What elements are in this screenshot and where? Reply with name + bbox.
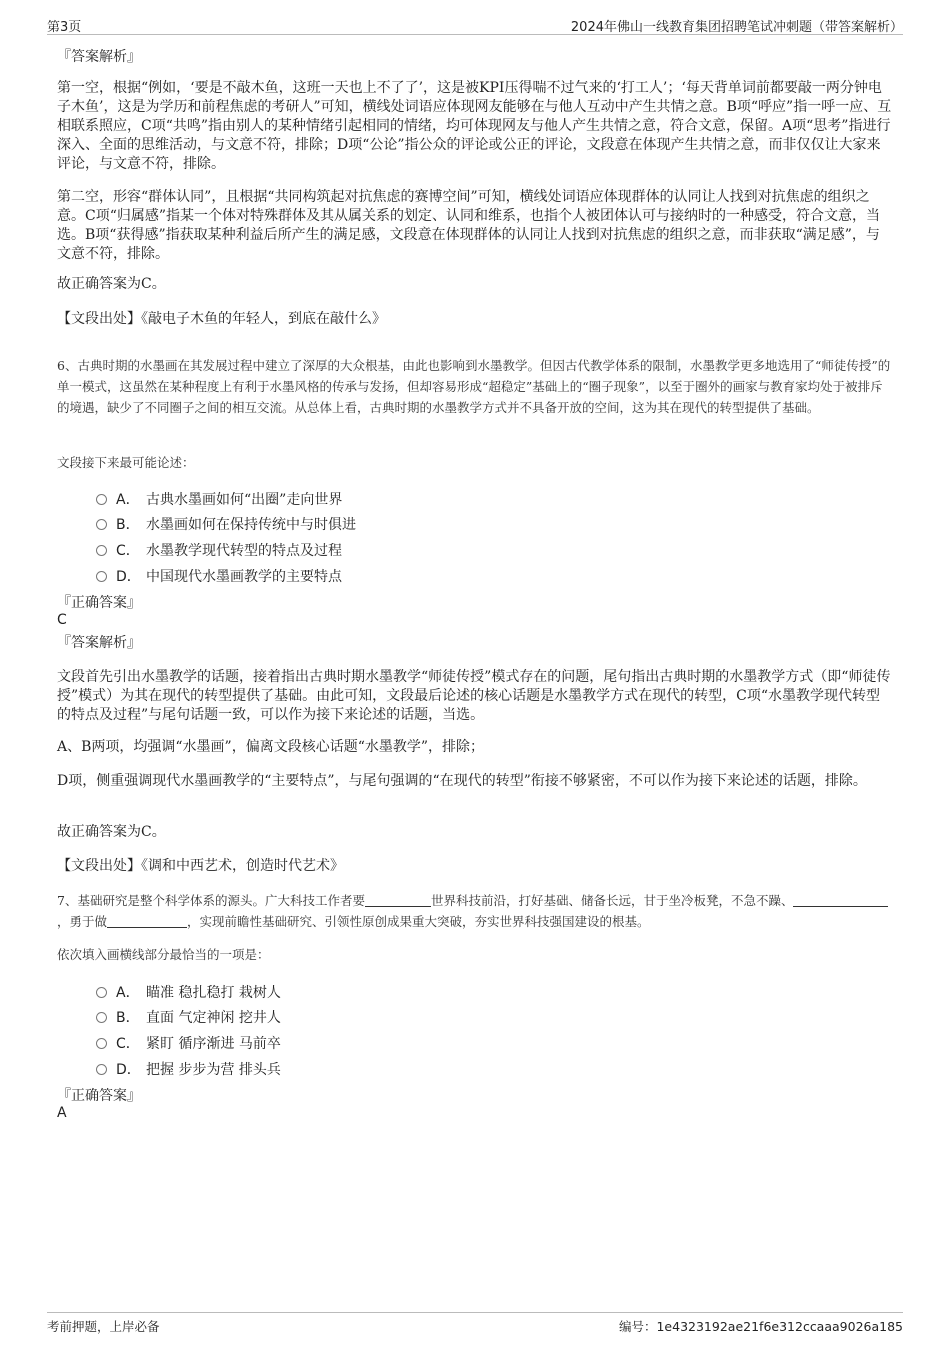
footer-slogan: 考前押题，上岸必备 (47, 1319, 160, 1334)
blank-2 (793, 893, 888, 907)
q5-analysis-label: 『答案解析』 (57, 49, 141, 65)
page-header (47, 14, 903, 35)
q5-analysis-para1: 第一空，根据“例如，‘要是不敲木鱼，这班一天也上不了了’，这是被KPI压得喘不过气来的‘打工人’；‘每天背单词前都要敲一两分钟电子木鱼’，这是为学历和前程焦虑的考研人”可知，横线处词语应体现网友能够在与他人互动中产生共情之意。B项“呼应”指一呼一应、互相联系照应，C项“共鸣”指由别人的某种情绪引起相同的情绪，均可体现网友与他人产生共情之意，符合文意，保留。A项“思考”指进行深入、全面的思维活动，与文意不符，排除；D项“公论”指公众的评论或公正的评论，文段意在体现产生共情之意，而非仅仅让大家来评论，与文意不符，排除。 (57, 80, 892, 172)
radio-icon[interactable] (96, 571, 107, 582)
radio-icon[interactable] (96, 1064, 107, 1075)
q6-analysis-label: 『答案解析』 (57, 635, 141, 651)
q6-prompt: 文段接下来最可能论述： (57, 455, 195, 470)
radio-icon[interactable] (96, 545, 107, 556)
q7-correct-label: 『正确答案』 (57, 1088, 141, 1104)
radio-icon[interactable] (96, 1012, 107, 1023)
q7-answer: A (57, 1105, 67, 1121)
q7-option-d[interactable]: D． 把握 步步为营 排头兵 (96, 1059, 281, 1079)
document-serial: 编号：1e4323192ae21f6e312ccaaa9026a185 (618, 1319, 903, 1334)
page-footer (47, 1312, 903, 1335)
q7-stem: 7、基础研究是整个科学体系的源头。广大科技工作者要 世界科技前沿，打好基础、储备长远，甘于坐冷板凳，不急不躁、，勇于做 ，实现前瞻性基础研究、引领性原创成果重大突破，夯实世界科技强国建设的根基。 (57, 890, 893, 932)
radio-icon[interactable] (96, 519, 107, 530)
page-number: 第3页 (47, 20, 82, 35)
q7-option-c[interactable]: C． 紧盯 循序渐进 马前卒 (96, 1033, 281, 1053)
q6-stem: 6、古典时期的水墨画在其发展过程中建立了深厚的大众根基，由此也影响到水墨教学。但因古代教学体系的限制，水墨教学更多地选用了“师徒传授”的单一模式，这虽然在某种程度上有利于水墨风格的传承与发扬，但却容易形成“超稳定”基础上的“圈子现象”，以至于圈外的画家与教育家均处于被排斥的境遇，缺少了不同圈子之间的相互交流。从总体上看，古典时期的水墨教学方式并不具备开放的空间，这为其在现代的转型提供了基础。 (57, 358, 891, 415)
radio-icon[interactable] (96, 1038, 107, 1049)
document-title: 2024年佛山一线教育集团招聘笔试冲刺题（带答案解析） (570, 20, 903, 35)
q5-conclusion: 故正确答案为C。 (57, 276, 166, 292)
q5-source: 【文段出处】《敲电子木鱼的年轻人，到底在敲什么》 (57, 311, 386, 327)
q7-option-a[interactable]: A． 瞄准 稳扎稳打 栽树人 (96, 982, 281, 1002)
q6-analysis-para2: A、B两项，均强调“水墨画”，偏离文段核心话题“水墨教学”，排除； (57, 739, 485, 755)
q6-conclusion: 故正确答案为C。 (57, 824, 166, 840)
q6-option-a[interactable]: A． 古典水墨画如何“出圈”走向世界 (96, 489, 342, 509)
q7-option-b[interactable]: B． 直面 气定神闲 挖井人 (96, 1007, 281, 1027)
blank-3 (107, 914, 187, 928)
q6-answer: C (57, 612, 67, 628)
q5-analysis-para2: 第二空，形容“群体认同”，且根据“共同构筑起对抗焦虑的赛博空间”可知，横线处词语应体现群体的认同让人找到对抗焦虑的组织之意。C项“归属感”指某一个体对特殊群体及其从属关系的划定、认同和维系，也指个人被团体认可与接纳时的一种感受，符合文意，当选。B项“获得感”指获取某种利益后所产生的满足感，文段意在体现群体的认同让人找到对抗焦虑的组织之意，而非获取“满足感”，与文意不符，排除。 (57, 189, 881, 262)
q7-prompt: 依次填入画横线部分最恰当的一项是： (57, 947, 270, 962)
q6-source: 【文段出处】《调和中西艺术，创造时代艺术》 (57, 858, 344, 874)
q6-correct-label: 『正确答案』 (57, 595, 141, 611)
q6-analysis-para1: 文段首先引出水墨教学的话题，接着指出古典时期水墨教学“师徒传授”模式存在的问题，尾句指出古典时期的水墨教学方式（即“师徒传授”模式）为其在现代的转型提供了基础。由此可知，文段最后论述的核心话题是水墨教学方式在现代的转型，C项“水墨教学现代转型的特点及过程”与尾句话题一致，可以作为接下来论述的话题，当选。 (57, 669, 891, 723)
radio-icon[interactable] (96, 987, 107, 998)
q6-option-c[interactable]: C． 水墨教学现代转型的特点及过程 (96, 540, 342, 560)
q6-analysis-para3: D项，侧重强调现代水墨画教学的“主要特点”，与尾句强调的“在现代的转型”衔接不够紧密，不可以作为接下来论述的话题，排除。 (57, 773, 867, 789)
q6-option-b[interactable]: B． 水墨画如何在保持传统中与时俱进 (96, 514, 356, 534)
blank-1 (365, 893, 431, 907)
radio-icon[interactable] (96, 494, 107, 505)
q6-option-d[interactable]: D． 中国现代水墨画教学的主要特点 (96, 566, 342, 586)
